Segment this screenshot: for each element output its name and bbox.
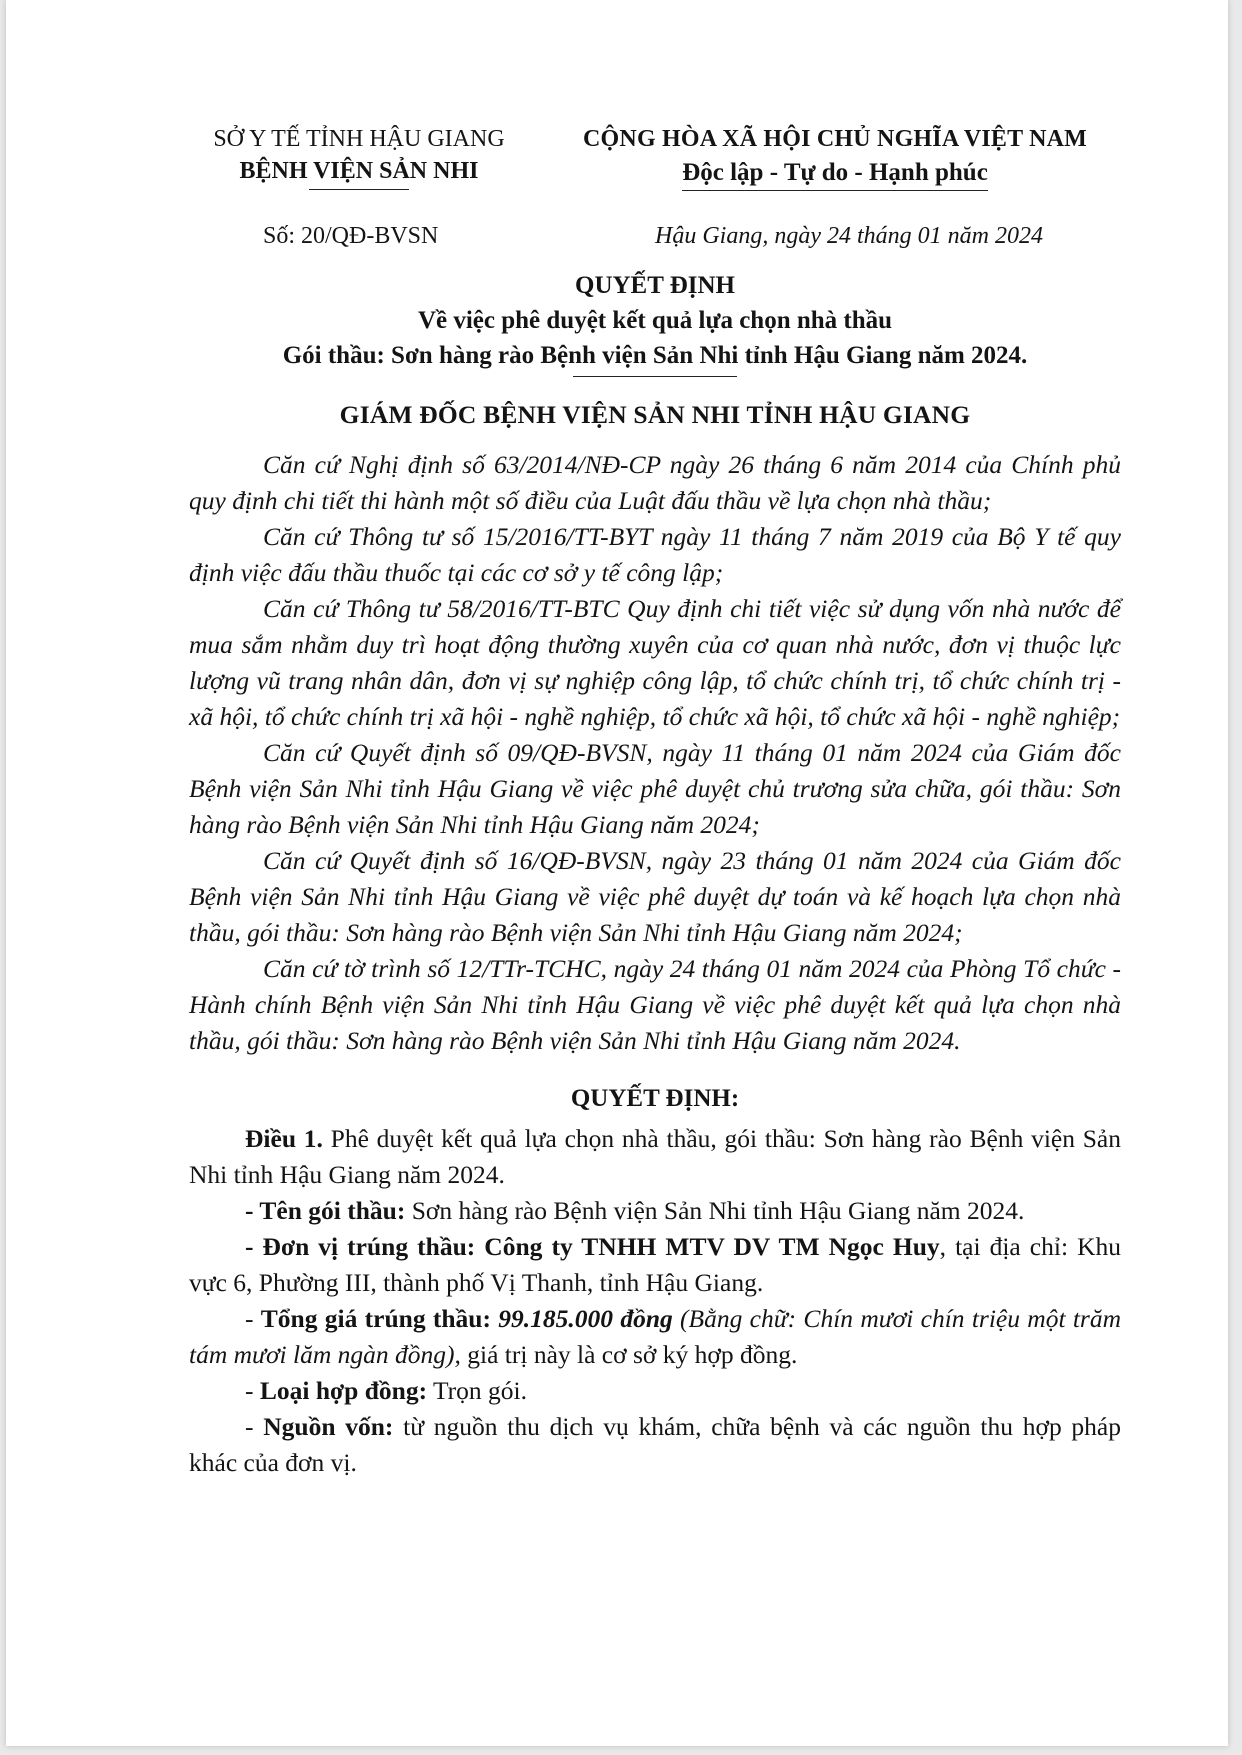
basis-paragraph: Căn cứ tờ trình số 12/TTr-TCHC, ngày 24 tháng 01 năm 2024 của Phòng Tổ chức - Hành chính Bệnh viện Sản Nhi tỉnh Hậu Giang về việc phê duyệt kết quả lựa chọn nhà thầu, gói thầu: Sơn hàng rào Bệnh viện Sản Nhi tỉnh Hậu Giang năm 2024. bbox=[189, 954, 1121, 1055]
article-1-text: Phê duyệt kết quả lựa chọn nhà thầu, gói thầu: Sơn hàng rào Bệnh viện Sản Nhi tỉnh Hậu Giang năm 2024. bbox=[189, 1124, 1121, 1189]
price-line bbox=[189, 1301, 1121, 1373]
document-body bbox=[189, 123, 1121, 1481]
winner-line bbox=[189, 1229, 1121, 1301]
hospital-underline bbox=[309, 189, 409, 190]
issuing-authority bbox=[189, 123, 529, 190]
national-motto: Độc lập - Tự do - Hạnh phúc bbox=[682, 157, 988, 191]
document-number: Số: 20/QĐ-BVSN bbox=[263, 223, 439, 249]
document-subject: Về việc phê duyệt kết quả lựa chọn nhà thầu bbox=[417, 307, 893, 334]
legal-basis bbox=[189, 447, 1121, 1059]
basis-paragraph: Căn cứ Quyết định số 16/QĐ-BVSN, ngày 23 tháng 01 năm 2024 của Giám đốc Bệnh viện Sản Nhi tỉnh Hậu Giang về việc phê duyệt dự toán và kế hoạch lựa chọn nhà thầu, gói thầu: Sơn hàng rào Bệnh viện Sản Nhi tỉnh Hậu Giang năm 2024; bbox=[189, 846, 1121, 947]
winner-address: , tại địa chỉ: Khu vực 6, Phường III, thành phố Vị Thanh, tỉnh Hậu Giang. bbox=[189, 1232, 1122, 1297]
director-heading: GIÁM ĐỐC BỆNH VIỆN SẢN NHI TỈNH HẬU GIANG bbox=[339, 400, 971, 429]
price-in-words: (Bằng chữ: Chín mươi chín triệu một trăm tám mươi lăm ngàn đồng), bbox=[189, 1304, 1122, 1369]
funding-value: từ nguồn thu dịch vụ khám, chữa bệnh và các nguồn thu hợp pháp khác của đơn vị. bbox=[189, 1412, 1122, 1477]
basis-paragraph: Căn cứ Nghị định số 63/2014/NĐ-CP ngày 26 tháng 6 năm 2014 của Chính phủ quy định chi tiết thi hành một số điều của Luật đấu thầu về lựa chọn nhà thầu; bbox=[189, 450, 1121, 515]
package-name-label: - Tên gói thầu: bbox=[245, 1196, 406, 1225]
price-value: 99.185.000 đồng bbox=[498, 1304, 673, 1333]
document-title: QUYẾT ĐỊNH bbox=[575, 272, 735, 299]
funding-label: Nguồn vốn: bbox=[263, 1412, 394, 1441]
agency-name: SỞ Y TẾ TỈNH HẬU GIANG bbox=[213, 126, 505, 152]
contract-type-label: Loại hợp đồng: bbox=[259, 1376, 428, 1405]
contract-type-value: Trọn gói. bbox=[427, 1376, 527, 1405]
title-rule bbox=[573, 376, 737, 377]
contract-type-line bbox=[189, 1373, 1121, 1409]
document-header bbox=[189, 123, 1121, 268]
article-1 bbox=[189, 1121, 1121, 1481]
contract-prefix: - bbox=[245, 1376, 260, 1405]
basis-paragraph: Căn cứ Quyết định số 09/QĐ-BVSN, ngày 11 tháng 01 năm 2024 của Giám đốc Bệnh viện Sản Nhi tỉnh Hậu Giang về việc phê duyệt chủ trương sửa chữa, gói thầu: Sơn hàng rào Bệnh viện Sản Nhi tỉnh Hậu Giang năm 2024; bbox=[189, 738, 1121, 839]
basis-paragraph: Căn cứ Thông tư 58/2016/TT-BTC Quy định chi tiết việc sử dụng vốn nhà nước để mua sắm nhằm duy trì hoạt động thường xuyên của cơ quan nhà nước, đơn vị thuộc lực lượng vũ trang nhân dân, đơn vị sự nghiệp công lập, tổ chức chính trị, tổ chức chính trị - xã hội, tổ chức chính trị xã hội - nghề nghiệp, tổ chức xã hội, tổ chức xã hội - nghề nghiệp; bbox=[189, 594, 1121, 731]
republic-name: CỘNG HÒA XÃ HỘI CHỦ NGHĨA VIỆT NAM bbox=[583, 126, 1087, 152]
funding-prefix: - bbox=[245, 1412, 264, 1441]
price-tail: giá trị này là cơ sở ký hợp đồng. bbox=[460, 1340, 798, 1369]
funding-line bbox=[189, 1409, 1121, 1481]
document-page bbox=[6, 0, 1228, 1746]
price-prefix: - bbox=[245, 1304, 261, 1333]
winner-label: - Đơn vị trúng thầu: Công ty TNHH MTV DV TM Ngọc Huy bbox=[245, 1232, 940, 1261]
basis-paragraph: Căn cứ Thông tư số 15/2016/TT-BYT ngày 11 tháng 7 năm 2019 của Bộ Y tế quy định việc đấu thầu thuốc tại các cơ sở y tế công lập; bbox=[189, 522, 1121, 587]
hospital-name: BỆNH VIỆN SẢN NHI bbox=[239, 158, 479, 184]
package-name-value: Sơn hàng rào Bệnh viện Sản Nhi tỉnh Hậu Giang năm 2024. bbox=[405, 1196, 1025, 1225]
article-1-intro bbox=[189, 1121, 1121, 1193]
document-package: Gói thầu: Sơn hàng rào Bệnh viện Sản Nhi tỉnh Hậu Giang năm 2024. bbox=[282, 342, 1028, 369]
document-date: Hậu Giang, ngày 24 tháng 01 năm 2024 bbox=[655, 223, 1043, 249]
package-name-line bbox=[189, 1193, 1121, 1229]
decision-heading: QUYẾT ĐỊNH: bbox=[570, 1085, 740, 1112]
national-title bbox=[549, 123, 1121, 191]
price-label: Tổng giá trúng thầu: bbox=[260, 1304, 499, 1333]
article-1-label: Điều 1. bbox=[245, 1124, 323, 1153]
